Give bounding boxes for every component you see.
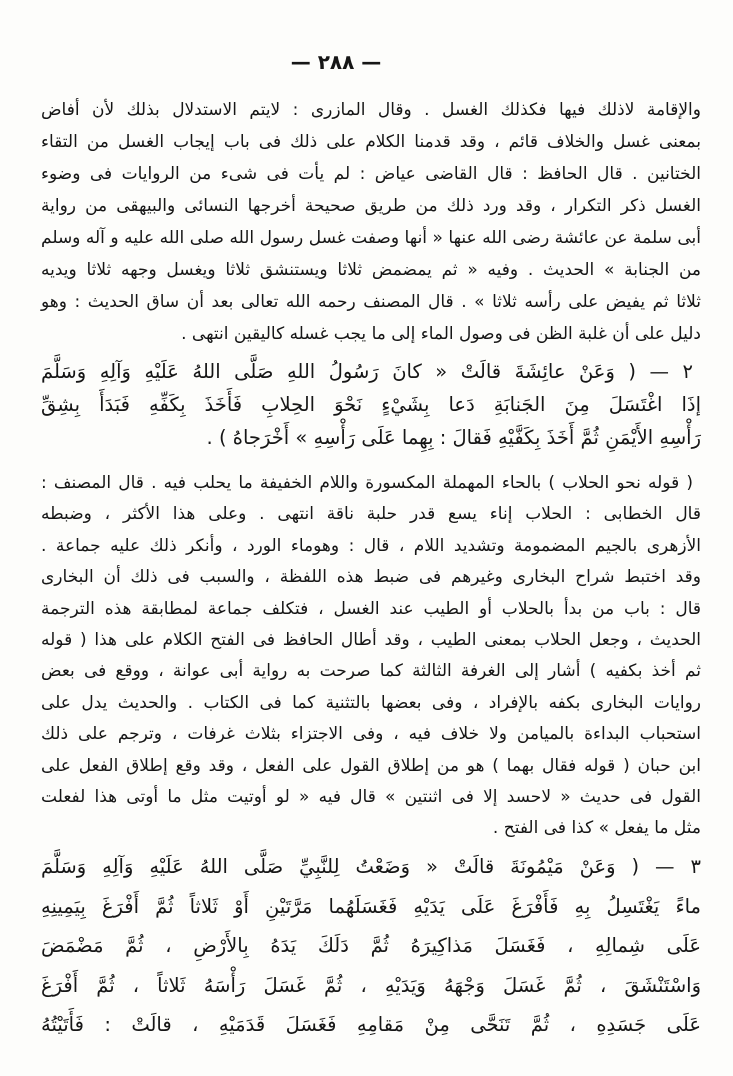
hadith-line: عَلَى شِمالِهِ ، فَغَسَلَ مَذاكِيرَهُ ثُمَّ دَلَكَ يَدَهُ بِالأَرْضِ ، ثُمَّ مَضْمَضَ [41, 934, 701, 957]
text-line: القول فى حديث « لاحسد إلا فى اثنتين » قال فيه « لو أوتيت مثل ما أوتى هذا لفعلت [41, 787, 701, 808]
text-line: ابن حبان ( قوله فقال بهما ) هو من إطلاق القول على الفعل ، وقد وقع إطلاق الفعل على [41, 755, 701, 776]
text-line: ثلاثا ثم يفيض على رأسه ثلاثا » . قال المصنف رحمه الله تعالى بعد أن ساق الحديث : وهو [41, 292, 701, 312]
text-line: الختانين . قال الحافظ : قال القاضى عياض : لم يأت فى شىء من الروايات فى وضوء [41, 164, 701, 184]
page-number: — ٢٨٨ — [290, 50, 382, 74]
text-line: وقد اختبط شراح البخارى وغيرهم فى ضبط هذه اللفظة ، والسبب فى ذلك أن البخارى [41, 567, 701, 588]
hadith-2 [41, 355, 701, 454]
commentary-paragraph-2 [41, 468, 701, 845]
text-line: ثم أخذ بكفيه ) أشار إلى الغرفة الثالثة كما صرحت به رواية أبى عوانة ، ووقع فى بعض [41, 661, 701, 682]
text-line: أبى سلمة عن عائشة رضى الله عنها « أنها وصفت غسل رسول الله صلى الله عليه و آله وسلم [41, 228, 701, 248]
text-line: ( قوله نحو الحلاب ) بالحاء المهملة المكسورة واللام الخفيفة ما يحلب فيه . قال المصنف : [41, 473, 693, 493]
hadith-line: إذَا اغْتَسَلَ مِنَ الجَنابَةِ دَعا بِشَيْءٍ نَحْوَ الحِلابِ فَأَخَذَ بِكَفِّهِ فَبَدَأَ بِشِقِّ [41, 393, 701, 416]
text-line: الغسل ذكر التكرار ، وقد ورد ذلك من طريق صحيحة أخرجها النسائى والبيهقى من رواية [41, 196, 701, 216]
commentary-paragraph-1 [41, 94, 701, 350]
hadith-line: ٢ — ( وَعَنْ عائِشَةَ قالَتْ « كانَ رَسُولُ اللهِ صَلَّى اللهُ عَلَيْهِ وَآلِهِ وَسَلَّمَ [41, 360, 693, 383]
text-line: الأزهرى بالجيم المضمومة وتشديد اللام ، قال : وهوماء الورد ، وأنكر ذلك عليه جماعة . [41, 535, 701, 556]
hadith-line: عَلَى جَسَدِهِ ، ثُمَّ تَنَحَّى مِنْ مَقامِهِ فَغَسَلَ قَدَمَيْهِ ، قالَتْ : فَأَتَيْتُهُ [41, 1013, 701, 1036]
text-line: الحديث ، وجعل الحلاب بمعنى الطيب ، وقد أطال الحافظ فى الفتح الكلام على هذا ( قوله [41, 630, 701, 651]
hadith-line: وَاسْتَنْشَقَ ، ثُمَّ غَسَلَ وَجْهَهُ وَيَدَيْهِ ، ثُمَّ غَسَلَ رَأْسَهُ ثَلاثاً ، ثُمَّ أَفْرَغَ [41, 973, 701, 997]
text-line: مثل ما يفعل » كذا فى الفتح . [492, 818, 701, 839]
text-line: قال : باب من بدأ بالحلاب أو الطيب عند الغسل ، فتكلف جماعة لمطابقة هذه الترجمة [41, 598, 701, 619]
text-line: والإقامة لاذلك فيها فكذلك الغسل . وقال المازرى : لايتم الاستدلال بذلك لأن أفاض [41, 100, 701, 120]
text-line: دليل على أن غلبة الظن فى وصول الماء إلى ما يجب غسله كاليقين انتهى . [181, 324, 701, 344]
text-line: روايات البخارى بكفه بالإفراد ، وفى بعضها بالتثنية كما فى الكتاب . والحديث يدل على [41, 692, 701, 713]
hadith-line: رَأْسِهِ الأَيْمَنِ ثُمَّ أَخَذَ بِكَفَّيْهِ فَقالَ : بِهِما عَلَى رَأْسِهِ » أَخْرَجاهُ ) . [206, 426, 701, 449]
text-line: استحباب البداءة بالميامن ولا خلاف فيه ، وفى الاجتزاء بثلاث غرفات ، وترجم على ذلك [41, 724, 701, 745]
hadith-line: ماءً يَغْتَسِلُ بِهِ فَأَفْرَغَ عَلَى يَدَيْهِ فَغَسَلَهُما مَرَّتَيْنِ أَوْ ثَلاثاً ثُمَّ أَفْرَغَ بِيَمِينِهِ [41, 894, 701, 918]
hadith-3 [41, 847, 701, 1045]
text-line: من الجنابة » الحديث . وفيه « ثم يمضمض ثلاثا ويستنشق ثلاثا ويغسل وجهه ثلاثا ويديه [41, 260, 701, 280]
hadith-line: ٣ — ( وَعَنْ مَيْمُونَةَ قالَتْ « وَضَعْتُ لِلنَّبِيِّ صَلَّى اللهُ عَلَيْهِ وَآلِهِ وَسَلَّمَ [41, 855, 701, 878]
text-line: بمعنى غسل والخلاف قائم ، وقد قدمنا الكلام على ذلك فى باب إيجاب الغسل من التقاء [41, 132, 701, 152]
text-line: قال الخطابى : الحلاب إناء يسع قدر حلبة ناقة انتهى . وعلى هذا الأكثر ، وضبطه [41, 504, 701, 525]
